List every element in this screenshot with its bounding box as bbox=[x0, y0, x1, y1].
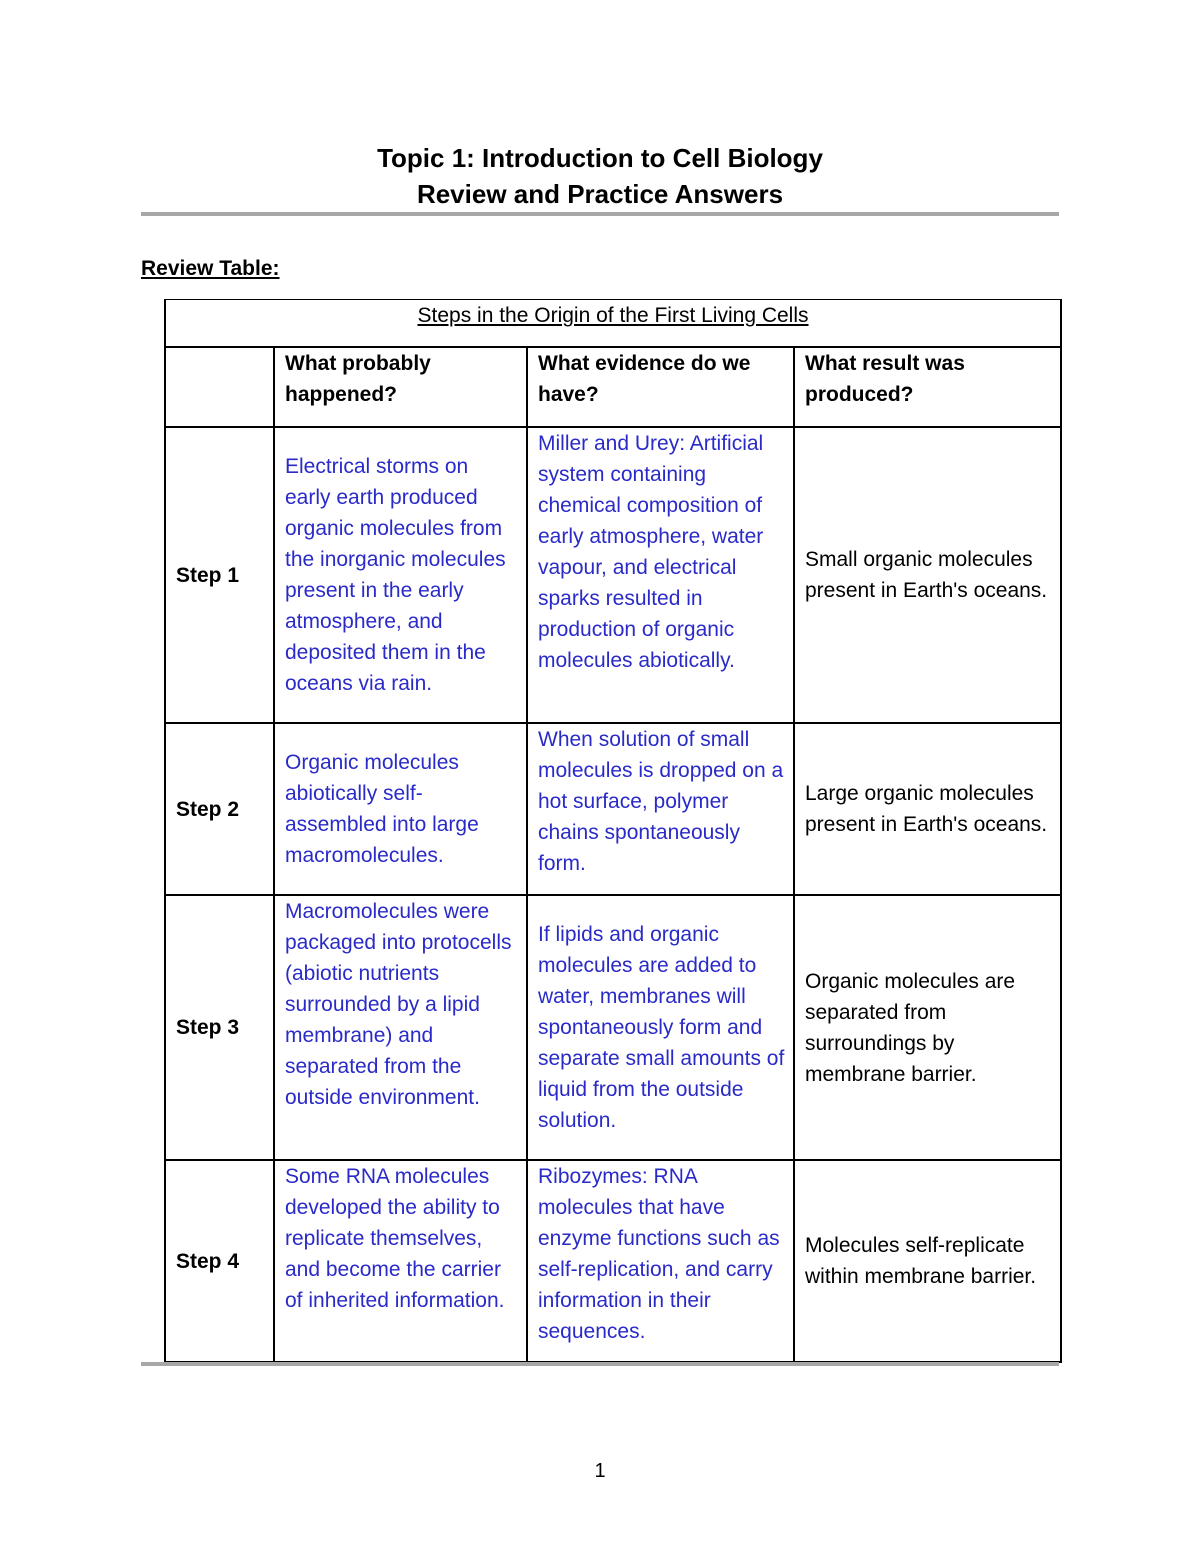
step-label: Step 2 bbox=[165, 723, 274, 895]
step-label: Step 4 bbox=[165, 1160, 274, 1362]
table-caption: Steps in the Origin of the First Living Cells bbox=[165, 300, 1061, 348]
review-table bbox=[164, 299, 1062, 1363]
evidence-cell: If lipids and organic molecules are added to water, membranes will spontaneously form and separate small amounts of liquid from the outside solution. bbox=[527, 895, 794, 1160]
column-header: What probably happened? bbox=[274, 347, 527, 427]
column-header: What evidence do we have? bbox=[527, 347, 794, 427]
evidence-cell: Miller and Urey: Artificial system containing chemical composition of early atmosphere, water vapour, and electrical sparks resulted in production of organic molecules abiotically. bbox=[527, 427, 794, 723]
table-header-row bbox=[165, 347, 1061, 427]
result-cell: Small organic molecules present in Earth's oceans. bbox=[794, 427, 1061, 723]
table-row bbox=[165, 1160, 1061, 1362]
table-row bbox=[165, 723, 1061, 895]
result-cell: Organic molecules are separated from surroundings by membrane barrier. bbox=[794, 895, 1061, 1160]
result-cell: Large organic molecules present in Earth's oceans. bbox=[794, 723, 1061, 895]
happened-cell: Some RNA molecules developed the ability to replicate themselves, and become the carrier of inherited information. bbox=[274, 1160, 527, 1362]
table-row bbox=[165, 895, 1061, 1160]
header-cell-empty bbox=[165, 347, 274, 427]
step-label: Step 1 bbox=[165, 427, 274, 723]
table-caption-row bbox=[165, 300, 1061, 348]
footer-divider bbox=[141, 1362, 1059, 1366]
table-row bbox=[165, 427, 1061, 723]
header-divider bbox=[141, 212, 1059, 216]
evidence-cell: When solution of small molecules is dropped on a hot surface, polymer chains spontaneously form. bbox=[527, 723, 794, 895]
document-subtitle: Review and Practice Answers bbox=[416, 179, 784, 209]
column-header: What result was produced? bbox=[794, 347, 1061, 427]
document-title: Topic 1: Introduction to Cell Biology bbox=[377, 143, 823, 173]
section-label: Review Table: bbox=[141, 257, 280, 280]
happened-cell: Organic molecules abiotically self-assembled into large macromolecules. bbox=[274, 723, 527, 895]
step-label: Step 3 bbox=[165, 895, 274, 1160]
happened-cell: Macromolecules were packaged into protocells (abiotic nutrients surrounded by a lipid membrane) and separated from the outside environment. bbox=[274, 895, 527, 1160]
page-number: 1 bbox=[594, 1460, 606, 1482]
result-cell: Molecules self-replicate within membrane barrier. bbox=[794, 1160, 1061, 1362]
evidence-cell: Ribozymes: RNA molecules that have enzyme functions such as self-replication, and carry information in their sequences. bbox=[527, 1160, 794, 1362]
happened-cell: Electrical storms on early earth produced organic molecules from the inorganic molecules present in the early atmosphere, and deposited them in the oceans via rain. bbox=[274, 427, 527, 723]
